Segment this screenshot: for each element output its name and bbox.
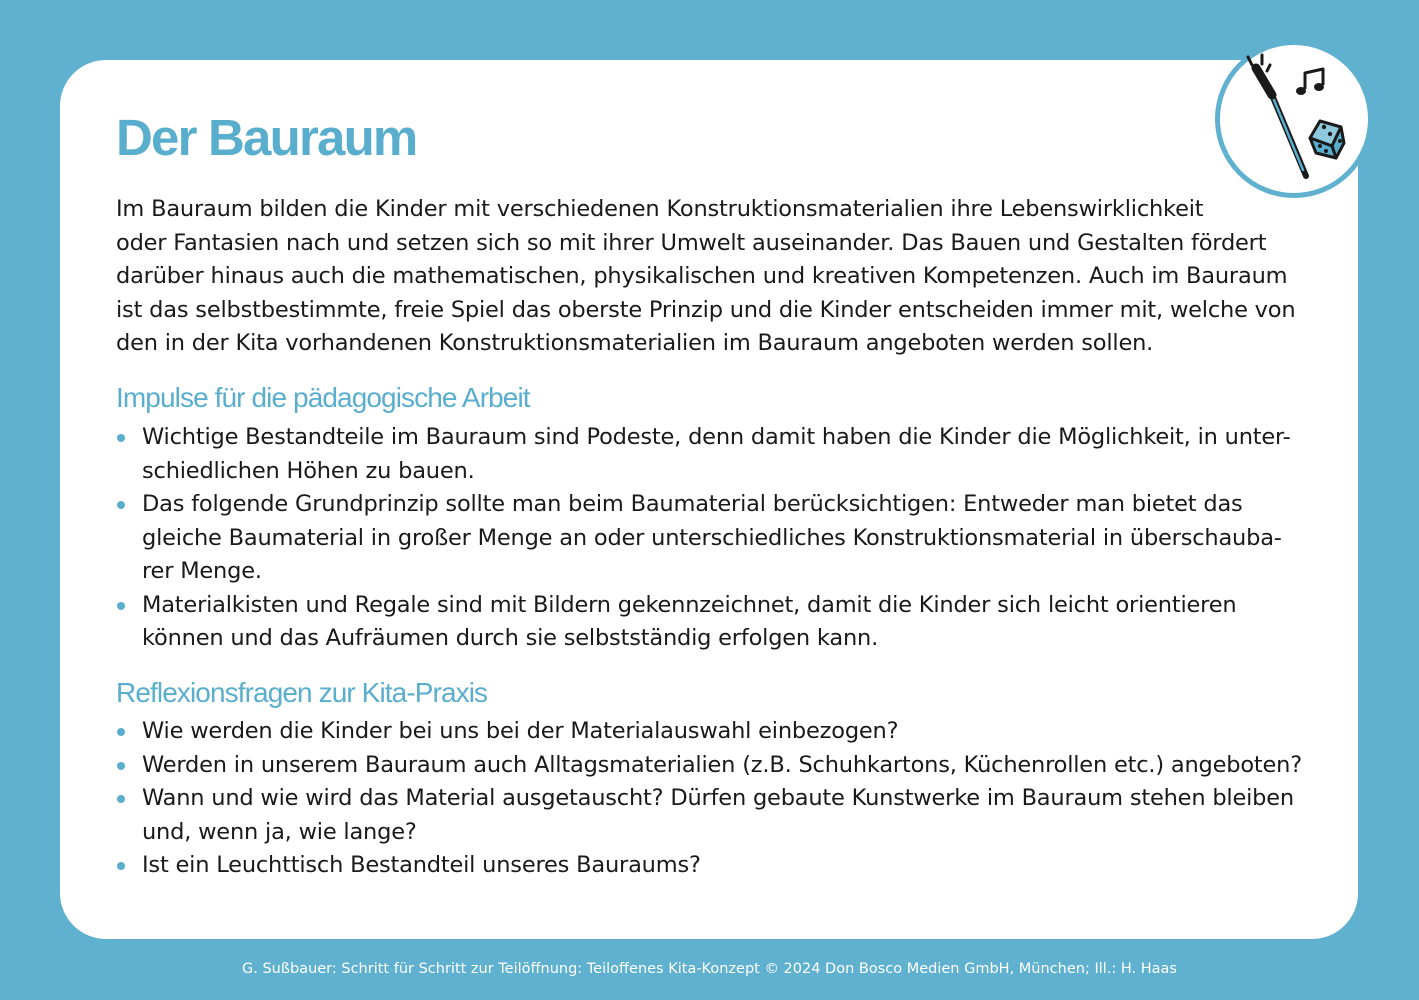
page-title: Der Bauraum (116, 109, 417, 166)
bullet-icon (117, 501, 125, 509)
list-item (116, 421, 1326, 488)
category-badge (1215, 40, 1373, 198)
list-item (116, 782, 1326, 849)
list-item-line: Wichtige Bestandteile im Bauraum sind Podeste, denn damit haben die Kinder die Möglichkeit, in unter- (142, 424, 1291, 450)
impulse-list (116, 421, 1326, 656)
bullet-icon (117, 728, 125, 736)
list-item-line: Werden in unserem Bauraum auch Alltagsmaterialien (z.B. Schuhkartons, Küchenrollen etc.) angeboten? (142, 751, 1302, 778)
list-item (116, 488, 1326, 589)
paintbrush-icon (1248, 55, 1306, 176)
bullet-icon (117, 602, 125, 610)
list-item-line: können und das Aufräumen durch sie selbstständig erfolgen kann. (142, 625, 879, 651)
list-item-line: Wann und wie wird das Material ausgetauscht? Dürfen gebaute Kunstwerke im Bauraum stehen bleiben (142, 785, 1294, 811)
list-item-line: Ist ein Leuchttisch Bestandteil unseres Bauraums? (142, 852, 701, 878)
dice-icon (1310, 121, 1344, 158)
bullet-icon (117, 762, 125, 770)
list-item-line: schiedlichen Höhen zu bauen. (142, 457, 475, 484)
intro-line: ist das selbstbestimmte, freie Spiel das oberste Prinzip und die Kinder entscheiden immer mit, welche von (116, 296, 1296, 323)
badge-illustration (1220, 45, 1368, 193)
intro-line: oder Fantasien nach und setzen sich so mit ihrer Umwelt auseinander. Das Bauen und Gestalten fördert (116, 229, 1267, 256)
reflexion-list (116, 715, 1326, 883)
impulse-heading: Impulse für die pädagogische Arbeit (116, 382, 530, 413)
list-item-line: Das folgende Grundprinzip sollte man beim Baumaterial berücksichtigen: Entweder man bietet das (142, 491, 1243, 517)
intro-line: Im Bauraum bilden die Kinder mit verschiedenen Konstruktionsmaterialien ihre Lebenswirklichkeit (116, 196, 1204, 222)
list-item-line: Materialkisten und Regale sind mit Bildern gekennzeichnet, damit die Kinder sich leicht orientieren (142, 591, 1237, 618)
list-item-line: rer Menge. (142, 558, 262, 584)
list-item (116, 715, 1326, 749)
list-item (116, 849, 1326, 883)
list-item (116, 589, 1326, 656)
bullet-icon (117, 795, 125, 803)
intro-line: den in der Kita vorhandenen Konstruktionsmaterialien im Bauraum angeboten werden sollen. (116, 330, 1154, 356)
list-item-line: gleiche Baumaterial in großer Menge an oder unterschiedliches Konstruktionsmaterial in überschauba- (142, 524, 1282, 551)
list-item-line: Wie werden die Kinder bei uns bei der Materialauswahl einbezogen? (142, 718, 899, 744)
list-item-line: und, wenn ja, wie lange? (142, 818, 417, 845)
bullet-icon (117, 862, 125, 870)
copyright-footer: G. Sußbauer: Schritt für Schritt zur Teilöffnung: Teiloffenes Kita-Konzept © 2024 Don Bosco Medien GmbH, München; Ill.: H. Haas (242, 961, 1177, 977)
bullet-icon (117, 434, 125, 442)
reflexion-heading: Reflexionsfragen zur Kita-Praxis (116, 677, 488, 708)
music-note-icon (1296, 69, 1324, 95)
intro-paragraph (116, 193, 1326, 361)
list-item (116, 749, 1326, 783)
intro-line: darüber hinaus auch die mathematischen, physikalischen und kreativen Kompetenzen. Auch im Bauraum (116, 263, 1288, 289)
